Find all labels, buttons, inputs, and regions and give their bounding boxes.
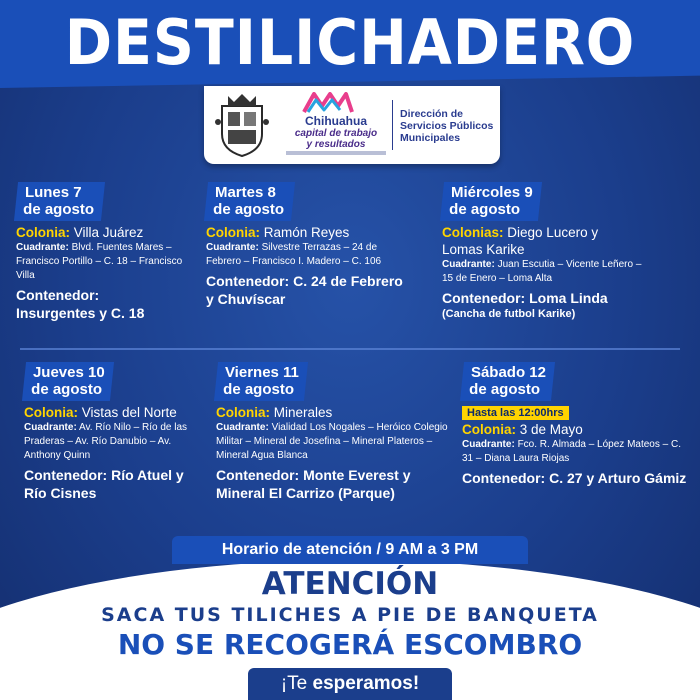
day-heading: Jueves 10 de agosto	[22, 362, 114, 401]
page-title: DESTILICHADERO	[64, 6, 636, 79]
closing-banner: ¡Te esperamos!	[248, 668, 452, 700]
brand-tagline-2: y resultados	[306, 139, 366, 150]
city-seal-icon	[214, 92, 270, 158]
contenedor-row: Contenedor: C. 27 y Arturo Gámiz	[462, 470, 687, 486]
time-limit-badge: Hasta las 12:00hrs	[462, 406, 569, 420]
day-block-wednesday	[442, 182, 642, 321]
contenedor-row: Contenedor: Río Atuel y Río Cisnes	[24, 467, 184, 501]
cuadrante-row: Cuadrante: Vialidad Los Nogales – Heróico Colegio Militar – Mineral de Josefina – Mineral Plateros – Mineral Agua Blanca	[216, 422, 448, 461]
logo-divider	[392, 100, 393, 150]
day-heading: Martes 8 de agosto	[204, 182, 295, 221]
instruction-text: SACA TUS TILICHES A PIE DE BANQUETA	[101, 604, 599, 626]
section-divider	[20, 348, 680, 350]
colonia-row: Colonia: Ramón Reyes	[206, 225, 350, 240]
hours-banner: Horario de atención / 9 AM a 3 PM	[172, 536, 528, 564]
contenedor-row: Contenedor: C. 24 de Febrero y Chuvíscar	[206, 273, 403, 307]
brand-name: Chihuahua	[305, 114, 367, 128]
colonia-row: Colonia: Vistas del Norte	[24, 405, 177, 420]
day-block-thursday	[24, 362, 204, 502]
day-heading: Miércoles 9 de agosto	[440, 182, 542, 221]
cuadrante-row: Cuadrante: Silvestre Terrazas – 24 de Febrero – Francisco I. Madero – C. 106	[206, 242, 382, 267]
day-block-tuesday	[206, 182, 414, 308]
cuadrante-row: Cuadrante: Av. Río Nilo – Río de las Praderas – Av. Río Danubio – Av. Anthony Quinn	[24, 422, 188, 461]
warning-text: NO SE RECOGERÁ ESCOMBRO	[117, 628, 583, 661]
day-heading: Lunes 7 de agosto	[14, 182, 105, 221]
cuadrante-row: Cuadrante: Fco. R. Almada – López Mateos – C. 31 – Diana Laura Riojas	[462, 439, 681, 464]
colonia-row: Colonia: 3 de Mayo	[462, 422, 583, 437]
department-name: Dirección de Servicios Públicos Municipales	[400, 108, 494, 144]
colonia-row: Colonia: Minerales	[216, 405, 333, 420]
day-block-saturday	[462, 362, 690, 487]
colonia-row: Colonia: Villa Juárez	[16, 225, 144, 240]
colonia-row: Colonias: Diego Lucero y Lomas Karike	[442, 225, 599, 257]
day-block-friday	[216, 362, 450, 502]
brand-fine-print	[286, 151, 386, 155]
contenedor-row: Contenedor: Monte Everest y Mineral El Carrizo (Parque)	[216, 467, 411, 501]
brand-tagline-1: capital de trabajo	[294, 128, 378, 139]
cuadrante-row: Cuadrante: Juan Escutia – Vicente Leñero – 15 de Enero – Loma Alta	[442, 259, 642, 284]
contenedor-row: Contenedor: Insurgentes y C. 18	[16, 287, 145, 321]
day-block-monday	[16, 182, 191, 322]
logo-card	[204, 86, 500, 164]
day-heading: Viernes 11 de agosto	[214, 362, 308, 401]
contenedor-note: (Cancha de futbol Karike)	[442, 308, 576, 320]
attention-heading: ATENCIÓN	[261, 566, 439, 602]
brand-logo-icon	[302, 92, 354, 114]
cuadrante-row: Cuadrante: Blvd. Fuentes Mares – Francisco Portillo – C. 18 – Francisco Villa	[16, 242, 183, 281]
day-heading: Sábado 12 de agosto	[460, 362, 555, 401]
contenedor-row: Contenedor: Loma Linda	[442, 290, 608, 306]
